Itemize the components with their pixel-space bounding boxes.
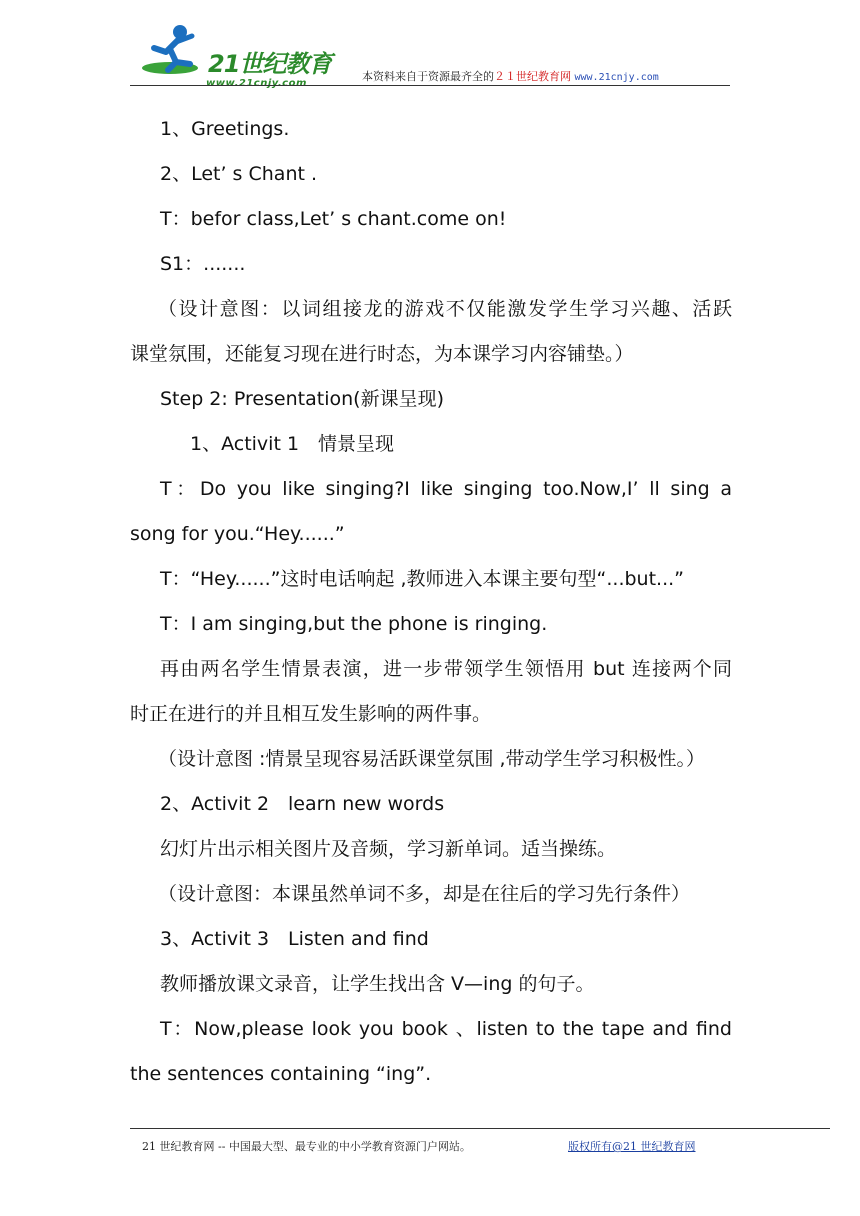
copyright-link[interactable]: 版权所有@21 世纪教育网 (568, 1140, 696, 1153)
text-line: S1：....... (160, 253, 246, 275)
text-line: 时正在进行的并且相互发生影响的两件事。 (130, 703, 492, 725)
logo-url: www.21cnjy.com (206, 78, 307, 89)
text-line: 2、Let’ s Chant . (160, 163, 318, 185)
footer-text: 21 世纪教育网 -- 中国最大型、最专业的中小学教育资源门户网站。 (142, 1140, 471, 1153)
header-divider (130, 85, 730, 86)
text-line: 再由两名学生情景表演，进一步带领学生领悟用 but 连接两个同 (160, 658, 732, 680)
activity-heading: 3、Activit 3 Listen and find (160, 928, 429, 950)
text-line: T：I am singing,but the phone is ringing. (160, 613, 548, 635)
activity-heading: 1、Activit 1 情景呈现 (190, 433, 395, 455)
text-line: （设计意图：以词组接龙的游戏不仅能激发学生学习兴趣、活跃 (158, 298, 732, 320)
page-header (130, 0, 730, 89)
header-tagline (362, 68, 659, 84)
footer-divider (130, 1128, 830, 1129)
tagline-site: ２１世纪教育网 (494, 70, 571, 83)
text-line: 课堂氛围，还能复习现在进行时态，为本课学习内容铺垫。） (130, 343, 634, 365)
text-line: the sentences containing “ing”. (130, 1063, 432, 1085)
text-line: （设计意图：本课虽然单词不多，却是在往后的学习先行条件） (158, 883, 691, 905)
text-line: T：Now,please look you book 、listen to the tape and find (160, 1018, 732, 1040)
text-line: 教师播放课文录音，让学生找出含 V—ing 的句子。 (160, 973, 595, 995)
text-line: T：“Hey......”这时电话响起 ,教师进入本课主要句型“...but...” (160, 568, 685, 590)
section-heading: Step 2: Presentation(新课呈现) (160, 388, 444, 410)
tagline-url[interactable]: www.21cnjy.com (574, 72, 659, 83)
logo-text: 21世纪教育 (208, 50, 332, 78)
text-line: （设计意图 :情景呈现容易活跃课堂氛围 ,带动学生学习积极性。） (158, 748, 706, 770)
text-line: T：Do you like singing?I like singing too.Now,I’ ll sing a (160, 478, 732, 500)
site-logo (140, 18, 340, 89)
tagline-prefix: 本资料来自于资源最齐全的 (362, 70, 494, 83)
text-line: song for you.“Hey......” (130, 523, 345, 545)
text-line: 幻灯片出示相关图片及音频，学习新单词。适当操练。 (160, 838, 617, 860)
text-line: T：befor class,Let’ s chant.come on! (160, 208, 507, 230)
activity-heading: 2、Activit 2 learn new words (160, 793, 445, 815)
runner-logo-icon (140, 18, 210, 82)
text-line: 1、Greetings. (160, 118, 290, 140)
